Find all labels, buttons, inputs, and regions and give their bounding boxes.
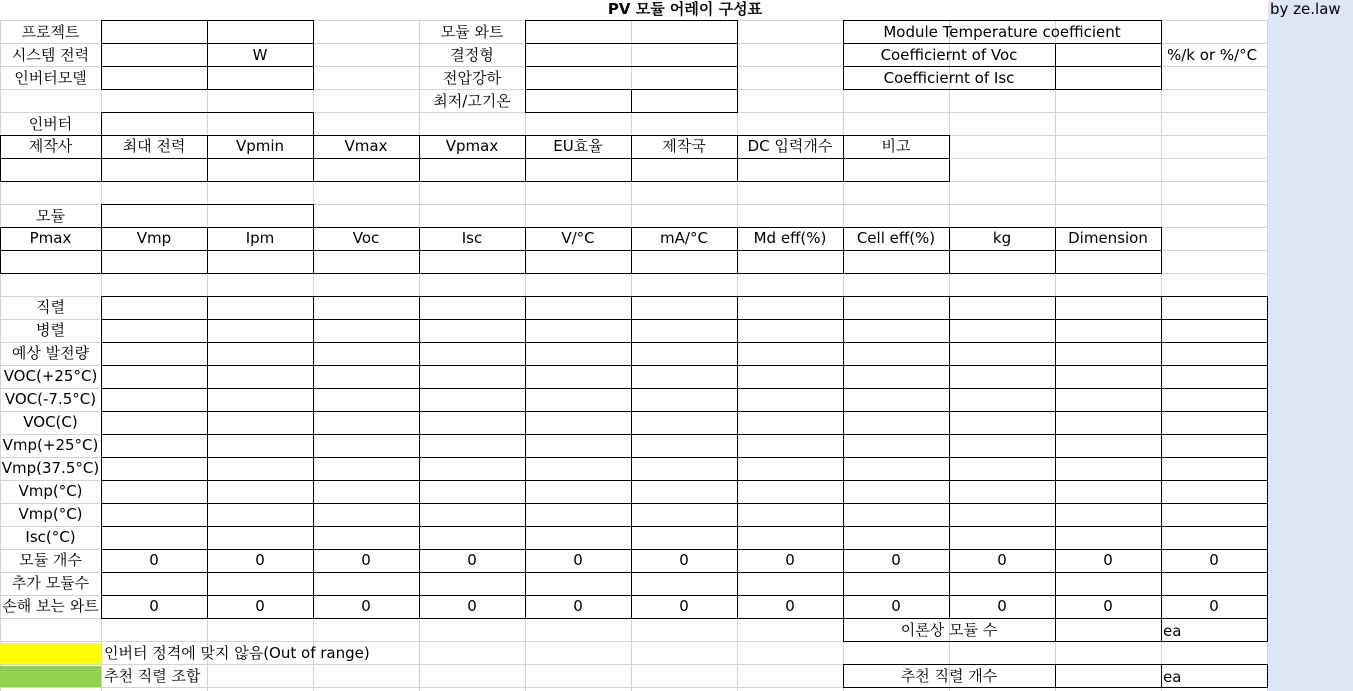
calc-row-label: VOC(+25°C) bbox=[3, 367, 98, 385]
loss-watt-cell[interactable]: 0 bbox=[1209, 597, 1219, 615]
module-count-cell[interactable]: 0 bbox=[997, 551, 1007, 569]
calc-row-label: Vmp(37.5°C) bbox=[1, 459, 100, 477]
cell-border bbox=[101, 388, 1268, 389]
cell-border bbox=[0, 181, 950, 182]
module-header-cell: Md eff(%) bbox=[753, 229, 827, 247]
inverter-header-cell: 최대 전력 bbox=[122, 137, 186, 155]
cell-border bbox=[313, 20, 314, 90]
theoretical-modules-label: 이론상 모듈 수 bbox=[900, 621, 998, 639]
inverter-header-cell: EU효율 bbox=[553, 137, 603, 155]
inverter-header-cell: 비고 bbox=[881, 137, 911, 155]
recommended-series-unit: ea bbox=[1163, 668, 1182, 686]
loss-watt-cell[interactable]: 0 bbox=[361, 597, 371, 615]
cell-border bbox=[101, 112, 314, 113]
module-header-cell: Vmp bbox=[136, 229, 172, 247]
inverter-header-cell: Vpmax bbox=[445, 137, 499, 155]
calc-row-label: 추가 모듈수 bbox=[11, 574, 90, 592]
calc-row-label: 모듈 개수 bbox=[19, 551, 82, 569]
inverter-header-cell: Vpmin bbox=[235, 137, 285, 155]
calc-row-label: VOC(C) bbox=[23, 413, 78, 431]
module-count-cell[interactable]: 0 bbox=[1103, 551, 1113, 569]
module-header-cell: mA/°C bbox=[660, 229, 708, 247]
cell-border bbox=[313, 112, 314, 136]
cell-border bbox=[1267, 664, 1268, 688]
module-count-cell[interactable]: 0 bbox=[467, 551, 477, 569]
calc-row-label: 예상 발전량 bbox=[11, 344, 90, 362]
loss-watt-cell[interactable]: 0 bbox=[997, 597, 1007, 615]
coeff-unit-label: %/k or %/°C bbox=[1167, 46, 1258, 64]
legend-swatch-recommended bbox=[0, 666, 101, 687]
cell-border bbox=[525, 66, 738, 67]
cell-border bbox=[101, 204, 314, 205]
loss-watt-cell[interactable]: 0 bbox=[891, 597, 901, 615]
module-section-label: 모듈 bbox=[36, 207, 65, 225]
cell-border bbox=[1161, 20, 1162, 90]
module-header-cell: Dimension bbox=[1068, 229, 1148, 247]
loss-watt-cell[interactable]: 0 bbox=[679, 597, 689, 615]
cell-border bbox=[631, 89, 632, 113]
cell-border bbox=[0, 158, 950, 159]
legend-text-recommended: 추천 직렬 조합 bbox=[104, 667, 201, 685]
cell-border bbox=[1267, 618, 1268, 642]
cell-border bbox=[101, 434, 1268, 435]
system-power-label: 시스템 전력 bbox=[11, 46, 90, 64]
cell-border bbox=[101, 296, 1268, 297]
loss-watt-cell[interactable]: 0 bbox=[1103, 597, 1113, 615]
theoretical-modules-unit: ea bbox=[1163, 622, 1182, 640]
module-count-cell[interactable]: 0 bbox=[149, 551, 159, 569]
isc-coeff-label: Coefficiernt of Isc bbox=[883, 69, 1015, 87]
module-header-cell: kg bbox=[992, 229, 1012, 247]
inverter-header-cell: Vmax bbox=[344, 137, 388, 155]
cell-border bbox=[101, 411, 1268, 412]
cell-border bbox=[1055, 618, 1056, 642]
module-watt-label: 모듈 와트 bbox=[440, 23, 504, 41]
calc-row-label: Vmp(°C) bbox=[18, 505, 83, 523]
calc-row-label: 직렬 bbox=[36, 298, 65, 316]
cell-border bbox=[101, 526, 1268, 527]
module-header-cell: Isc bbox=[461, 229, 483, 247]
system-power-unit: W bbox=[252, 46, 268, 64]
module-count-cell[interactable]: 0 bbox=[785, 551, 795, 569]
inverter-header-cell: 제작국 bbox=[662, 137, 706, 155]
recommended-series-label: 추천 직렬 개수 bbox=[900, 667, 998, 685]
calc-row-label: Isc(°C) bbox=[25, 528, 76, 546]
module-header-cell: Voc bbox=[352, 229, 380, 247]
crystal-type-label: 결정형 bbox=[450, 46, 494, 64]
module-count-cell[interactable]: 0 bbox=[891, 551, 901, 569]
cell-border bbox=[101, 457, 1268, 458]
cell-border bbox=[101, 572, 1268, 573]
module-count-cell[interactable]: 0 bbox=[1209, 551, 1219, 569]
temp-coeff-header: Module Temperature coefficient bbox=[883, 23, 1121, 41]
module-count-cell[interactable]: 0 bbox=[361, 551, 371, 569]
voltage-drop-label: 전압강하 bbox=[443, 69, 501, 87]
cell-border bbox=[101, 503, 1268, 504]
legend-text-out-of-range: 인버터 정격에 맞지 않음(Out of range) bbox=[104, 644, 370, 662]
cell-border bbox=[101, 112, 102, 136]
selected-column-highlight bbox=[1268, 0, 1353, 691]
cell-border bbox=[1055, 664, 1056, 688]
loss-watt-cell[interactable]: 0 bbox=[255, 597, 265, 615]
cell-border bbox=[313, 204, 314, 228]
cell-border bbox=[0, 273, 1162, 274]
voc-coeff-label: Coefficiernt of Voc bbox=[880, 46, 1018, 64]
cell-border bbox=[101, 20, 102, 90]
cell-border bbox=[0, 250, 1162, 251]
calc-row-label: 병렬 bbox=[36, 321, 65, 339]
sheet-title: PV 모듈 어레이 구성표 bbox=[607, 0, 763, 18]
cell-border bbox=[525, 43, 738, 44]
author-label: by ze.law bbox=[1270, 0, 1341, 18]
cell-border bbox=[101, 480, 1268, 481]
loss-watt-cell[interactable]: 0 bbox=[785, 597, 795, 615]
calc-row-label: VOC(-7.5°C) bbox=[4, 390, 97, 408]
project-label: 프로젝트 bbox=[21, 23, 80, 41]
calc-row-label: 손해 보는 와트 bbox=[2, 597, 99, 615]
inverter-header-cell: 제작사 bbox=[28, 137, 73, 155]
cell-border bbox=[101, 319, 1268, 320]
inverter-header-cell: DC 입력개수 bbox=[747, 137, 833, 155]
cell-border bbox=[101, 342, 1268, 343]
calc-row-label: Vmp(°C) bbox=[18, 482, 83, 500]
calc-row-label: Vmp(+25°C) bbox=[2, 436, 99, 454]
cell-border bbox=[101, 365, 1268, 366]
inverter-section-label: 인버터 bbox=[28, 115, 73, 133]
loss-watt-cell[interactable]: 0 bbox=[467, 597, 477, 615]
module-count-cell[interactable]: 0 bbox=[255, 551, 265, 569]
cell-border bbox=[101, 204, 102, 228]
module-count-cell[interactable]: 0 bbox=[573, 551, 583, 569]
module-header-cell: V/°C bbox=[561, 229, 595, 247]
legend-swatch-out-of-range bbox=[0, 643, 101, 664]
loss-watt-cell[interactable]: 0 bbox=[573, 597, 583, 615]
module-count-cell[interactable]: 0 bbox=[679, 551, 689, 569]
loss-watt-cell[interactable]: 0 bbox=[149, 597, 159, 615]
cell-border bbox=[1055, 43, 1056, 90]
module-header-cell: Ipm bbox=[245, 229, 275, 247]
min-max-temp-label: 최저/고기온 bbox=[433, 92, 511, 110]
module-header-cell: Cell eff(%) bbox=[856, 229, 936, 247]
inverter-model-label: 인버터모델 bbox=[14, 69, 87, 87]
module-header-cell: Pmax bbox=[29, 229, 72, 247]
